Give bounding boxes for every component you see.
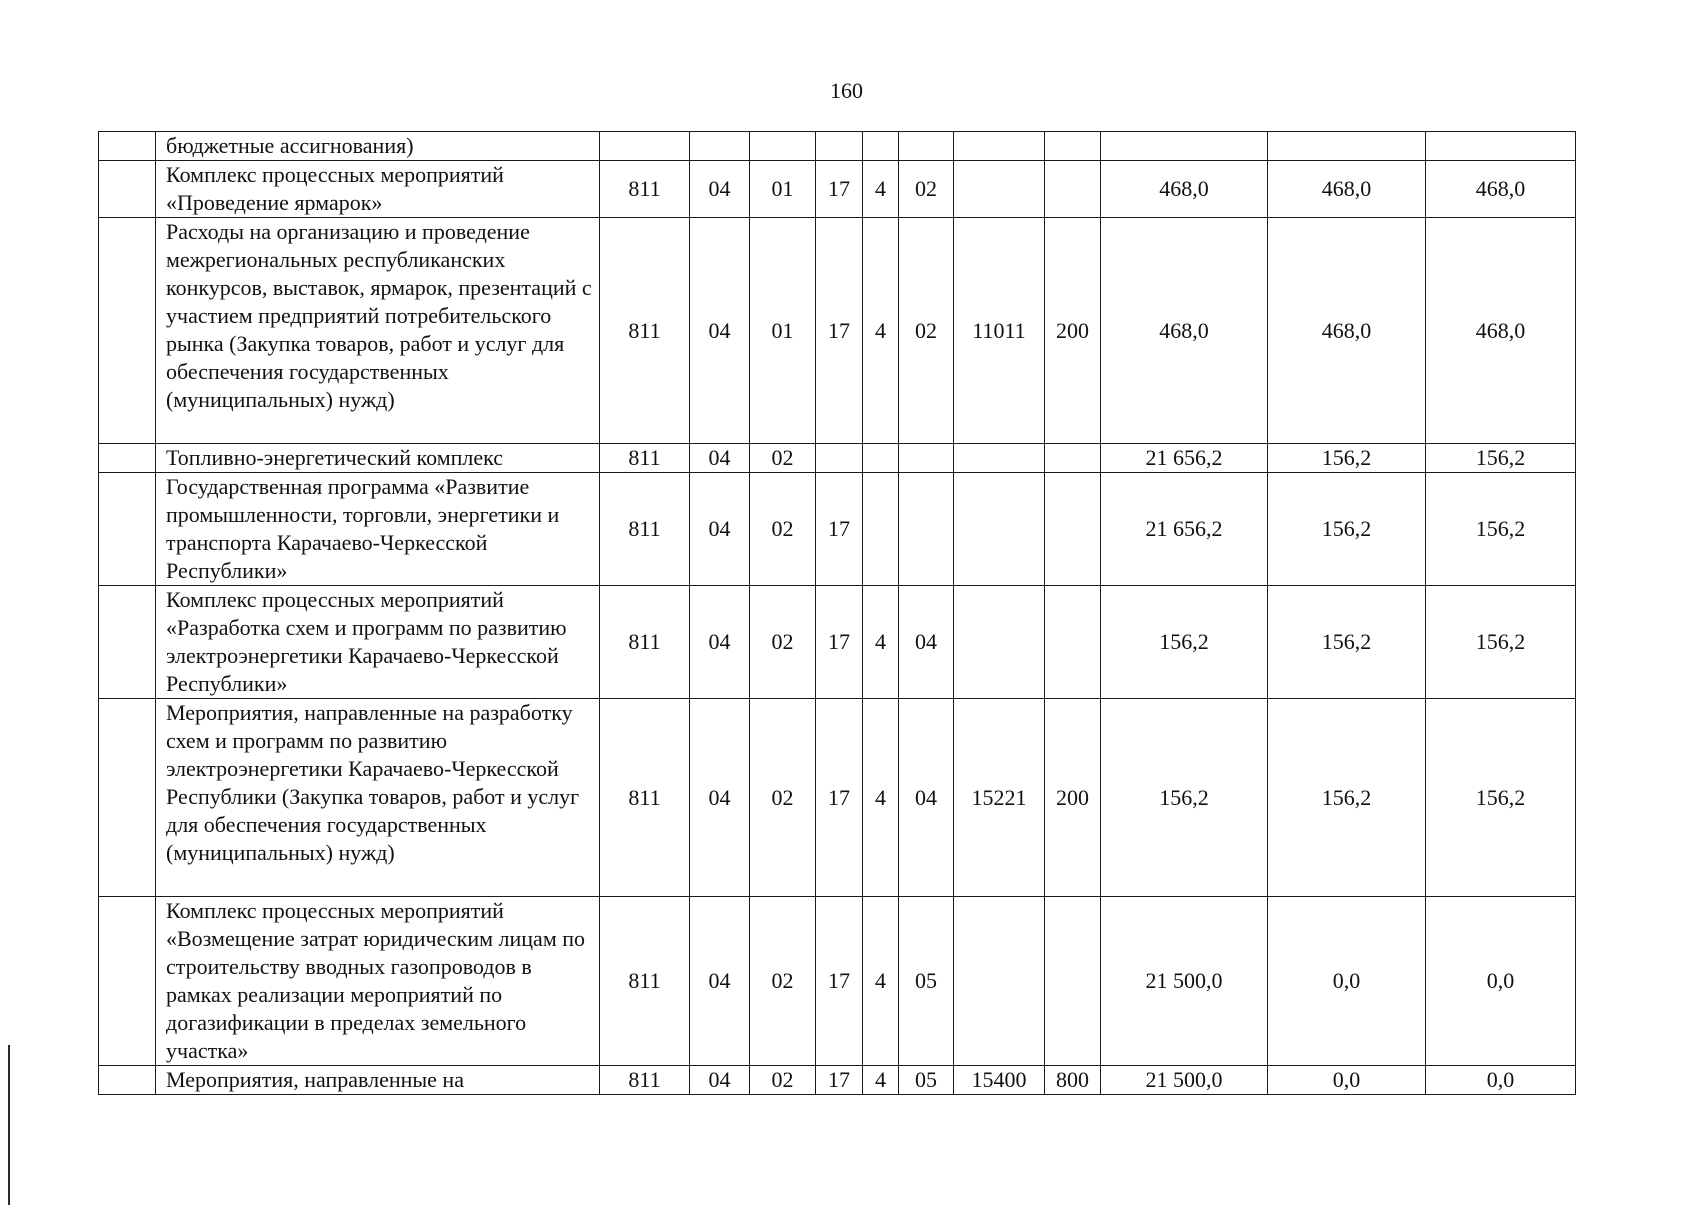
table-row — [99, 586, 1576, 699]
code-cell — [954, 161, 1045, 218]
amount-cell: 468,0 — [1426, 161, 1576, 218]
code-cell — [816, 132, 863, 161]
code-cell: 04 — [690, 897, 750, 1066]
code-cell: 4 — [863, 897, 899, 1066]
amount-cell: 21 656,2 — [1101, 444, 1268, 473]
amount-cell: 468,0 — [1268, 218, 1426, 444]
code-cell: 02 — [750, 586, 816, 699]
code-cell: 02 — [750, 897, 816, 1066]
code-cell: 02 — [899, 218, 954, 444]
code-cell — [863, 444, 899, 473]
code-cell: 17 — [816, 1066, 863, 1095]
code-cell: 04 — [690, 218, 750, 444]
code-cell: 15221 — [954, 699, 1045, 897]
amount-cell: 468,0 — [1426, 218, 1576, 444]
table-row — [99, 161, 1576, 218]
item-name: Мероприятия, направленные на разработку схем и программ по развитию электроэнергетики Карачаево-Черкесской Республики (Закупка товаров, работ и услуг для обеспечения государственных (муниципальных) нужд) — [156, 699, 600, 897]
row-index-cell — [99, 1066, 156, 1095]
code-cell: 04 — [690, 473, 750, 586]
code-cell: 02 — [899, 161, 954, 218]
code-cell: 811 — [600, 699, 690, 897]
row-index-cell — [99, 161, 156, 218]
table-row — [99, 1066, 1576, 1095]
code-cell: 811 — [600, 218, 690, 444]
amount-cell: 156,2 — [1426, 444, 1576, 473]
code-cell: 17 — [816, 161, 863, 218]
code-cell: 200 — [1045, 218, 1101, 444]
code-cell: 04 — [690, 699, 750, 897]
code-cell: 02 — [750, 1066, 816, 1095]
amount-cell: 0,0 — [1268, 1066, 1426, 1095]
amount-cell: 156,2 — [1101, 699, 1268, 897]
amount-cell: 0,0 — [1426, 1066, 1576, 1095]
amount-cell: 156,2 — [1268, 699, 1426, 897]
code-cell: 15400 — [954, 1066, 1045, 1095]
code-cell: 811 — [600, 473, 690, 586]
table-row — [99, 444, 1576, 473]
code-cell: 4 — [863, 699, 899, 897]
code-cell — [600, 132, 690, 161]
amount-cell: 21 656,2 — [1101, 473, 1268, 586]
code-cell — [816, 444, 863, 473]
code-cell: 02 — [750, 473, 816, 586]
scan-edge-line — [8, 1045, 10, 1205]
code-cell — [863, 473, 899, 586]
budget-table — [98, 131, 1576, 1095]
amount-cell: 156,2 — [1426, 586, 1576, 699]
item-name: Комплекс процессных мероприятий «Разработка схем и программ по развитию электроэнергетики Карачаево-Черкесской Республики» — [156, 586, 600, 699]
table-row — [99, 132, 1576, 161]
code-cell — [1045, 473, 1101, 586]
table-row — [99, 218, 1576, 444]
code-cell — [954, 586, 1045, 699]
code-cell: 811 — [600, 586, 690, 699]
amount-cell: 0,0 — [1268, 897, 1426, 1066]
code-cell: 4 — [863, 161, 899, 218]
row-index-cell — [99, 586, 156, 699]
code-cell — [954, 444, 1045, 473]
code-cell — [1045, 161, 1101, 218]
code-cell — [899, 473, 954, 586]
amount-cell: 21 500,0 — [1101, 1066, 1268, 1095]
code-cell: 811 — [600, 1066, 690, 1095]
code-cell: 17 — [816, 586, 863, 699]
amount-cell: 468,0 — [1101, 218, 1268, 444]
item-name: Комплекс процессных мероприятий «Проведение ярмарок» — [156, 161, 600, 218]
row-index-cell — [99, 444, 156, 473]
amount-cell: 156,2 — [1101, 586, 1268, 699]
code-cell: 811 — [600, 161, 690, 218]
item-name: Топливно-энергетический комплекс — [156, 444, 600, 473]
item-name: Мероприятия, направленные на — [156, 1066, 600, 1095]
code-cell: 04 — [690, 161, 750, 218]
row-index-cell — [99, 473, 156, 586]
code-cell — [954, 897, 1045, 1066]
page-number: 160 — [830, 78, 863, 103]
code-cell: 811 — [600, 444, 690, 473]
code-cell: 800 — [1045, 1066, 1101, 1095]
table-row — [99, 897, 1576, 1066]
code-cell: 11011 — [954, 218, 1045, 444]
code-cell: 01 — [750, 161, 816, 218]
amount-cell: 0,0 — [1426, 897, 1576, 1066]
code-cell: 17 — [816, 699, 863, 897]
amount-cell — [1426, 132, 1576, 161]
code-cell: 04 — [690, 444, 750, 473]
amount-cell: 156,2 — [1426, 473, 1576, 586]
code-cell: 17 — [816, 897, 863, 1066]
amount-cell — [1268, 132, 1426, 161]
code-cell — [954, 473, 1045, 586]
code-cell — [690, 132, 750, 161]
table-row — [99, 473, 1576, 586]
code-cell: 200 — [1045, 699, 1101, 897]
code-cell: 05 — [899, 897, 954, 1066]
amount-cell: 468,0 — [1268, 161, 1426, 218]
code-cell: 17 — [816, 473, 863, 586]
table-row — [99, 699, 1576, 897]
code-cell: 01 — [750, 218, 816, 444]
amount-cell: 156,2 — [1268, 586, 1426, 699]
code-cell: 02 — [750, 444, 816, 473]
amount-cell: 468,0 — [1101, 161, 1268, 218]
code-cell: 04 — [690, 1066, 750, 1095]
row-index-cell — [99, 699, 156, 897]
code-cell — [1045, 586, 1101, 699]
code-cell — [954, 132, 1045, 161]
code-cell: 4 — [863, 218, 899, 444]
code-cell — [899, 444, 954, 473]
code-cell: 04 — [899, 586, 954, 699]
code-cell — [863, 132, 899, 161]
code-cell: 17 — [816, 218, 863, 444]
item-name: бюджетные ассигнования) — [156, 132, 600, 161]
code-cell — [750, 132, 816, 161]
row-index-cell — [99, 218, 156, 444]
code-cell — [1045, 897, 1101, 1066]
row-index-cell — [99, 897, 156, 1066]
code-cell: 04 — [690, 586, 750, 699]
amount-cell: 156,2 — [1426, 699, 1576, 897]
amount-cell: 21 500,0 — [1101, 897, 1268, 1066]
item-name: Комплекс процессных мероприятий «Возмещение затрат юридическим лицам по строительству вводных газопроводов в рамках реализации мероприятий по догазификации в пределах земельного участка» — [156, 897, 600, 1066]
code-cell — [1045, 444, 1101, 473]
code-cell: 02 — [750, 699, 816, 897]
code-cell: 04 — [899, 699, 954, 897]
item-name: Государственная программа «Развитие промышленности, торговли, энергетики и транспорта Карачаево-Черкесской Республики» — [156, 473, 600, 586]
code-cell: 4 — [863, 1066, 899, 1095]
amount-cell: 156,2 — [1268, 444, 1426, 473]
code-cell: 05 — [899, 1066, 954, 1095]
code-cell — [1045, 132, 1101, 161]
code-cell: 4 — [863, 586, 899, 699]
row-index-cell — [99, 132, 156, 161]
amount-cell: 156,2 — [1268, 473, 1426, 586]
code-cell — [899, 132, 954, 161]
code-cell: 811 — [600, 897, 690, 1066]
amount-cell — [1101, 132, 1268, 161]
item-name: Расходы на организацию и проведение межрегиональных республиканских конкурсов, выставок, ярмарок, презентаций с участием предприятий потребительского рынка (Закупка товаров, работ и услуг для обеспечения государственных (муниципальных) нужд) — [156, 218, 600, 444]
